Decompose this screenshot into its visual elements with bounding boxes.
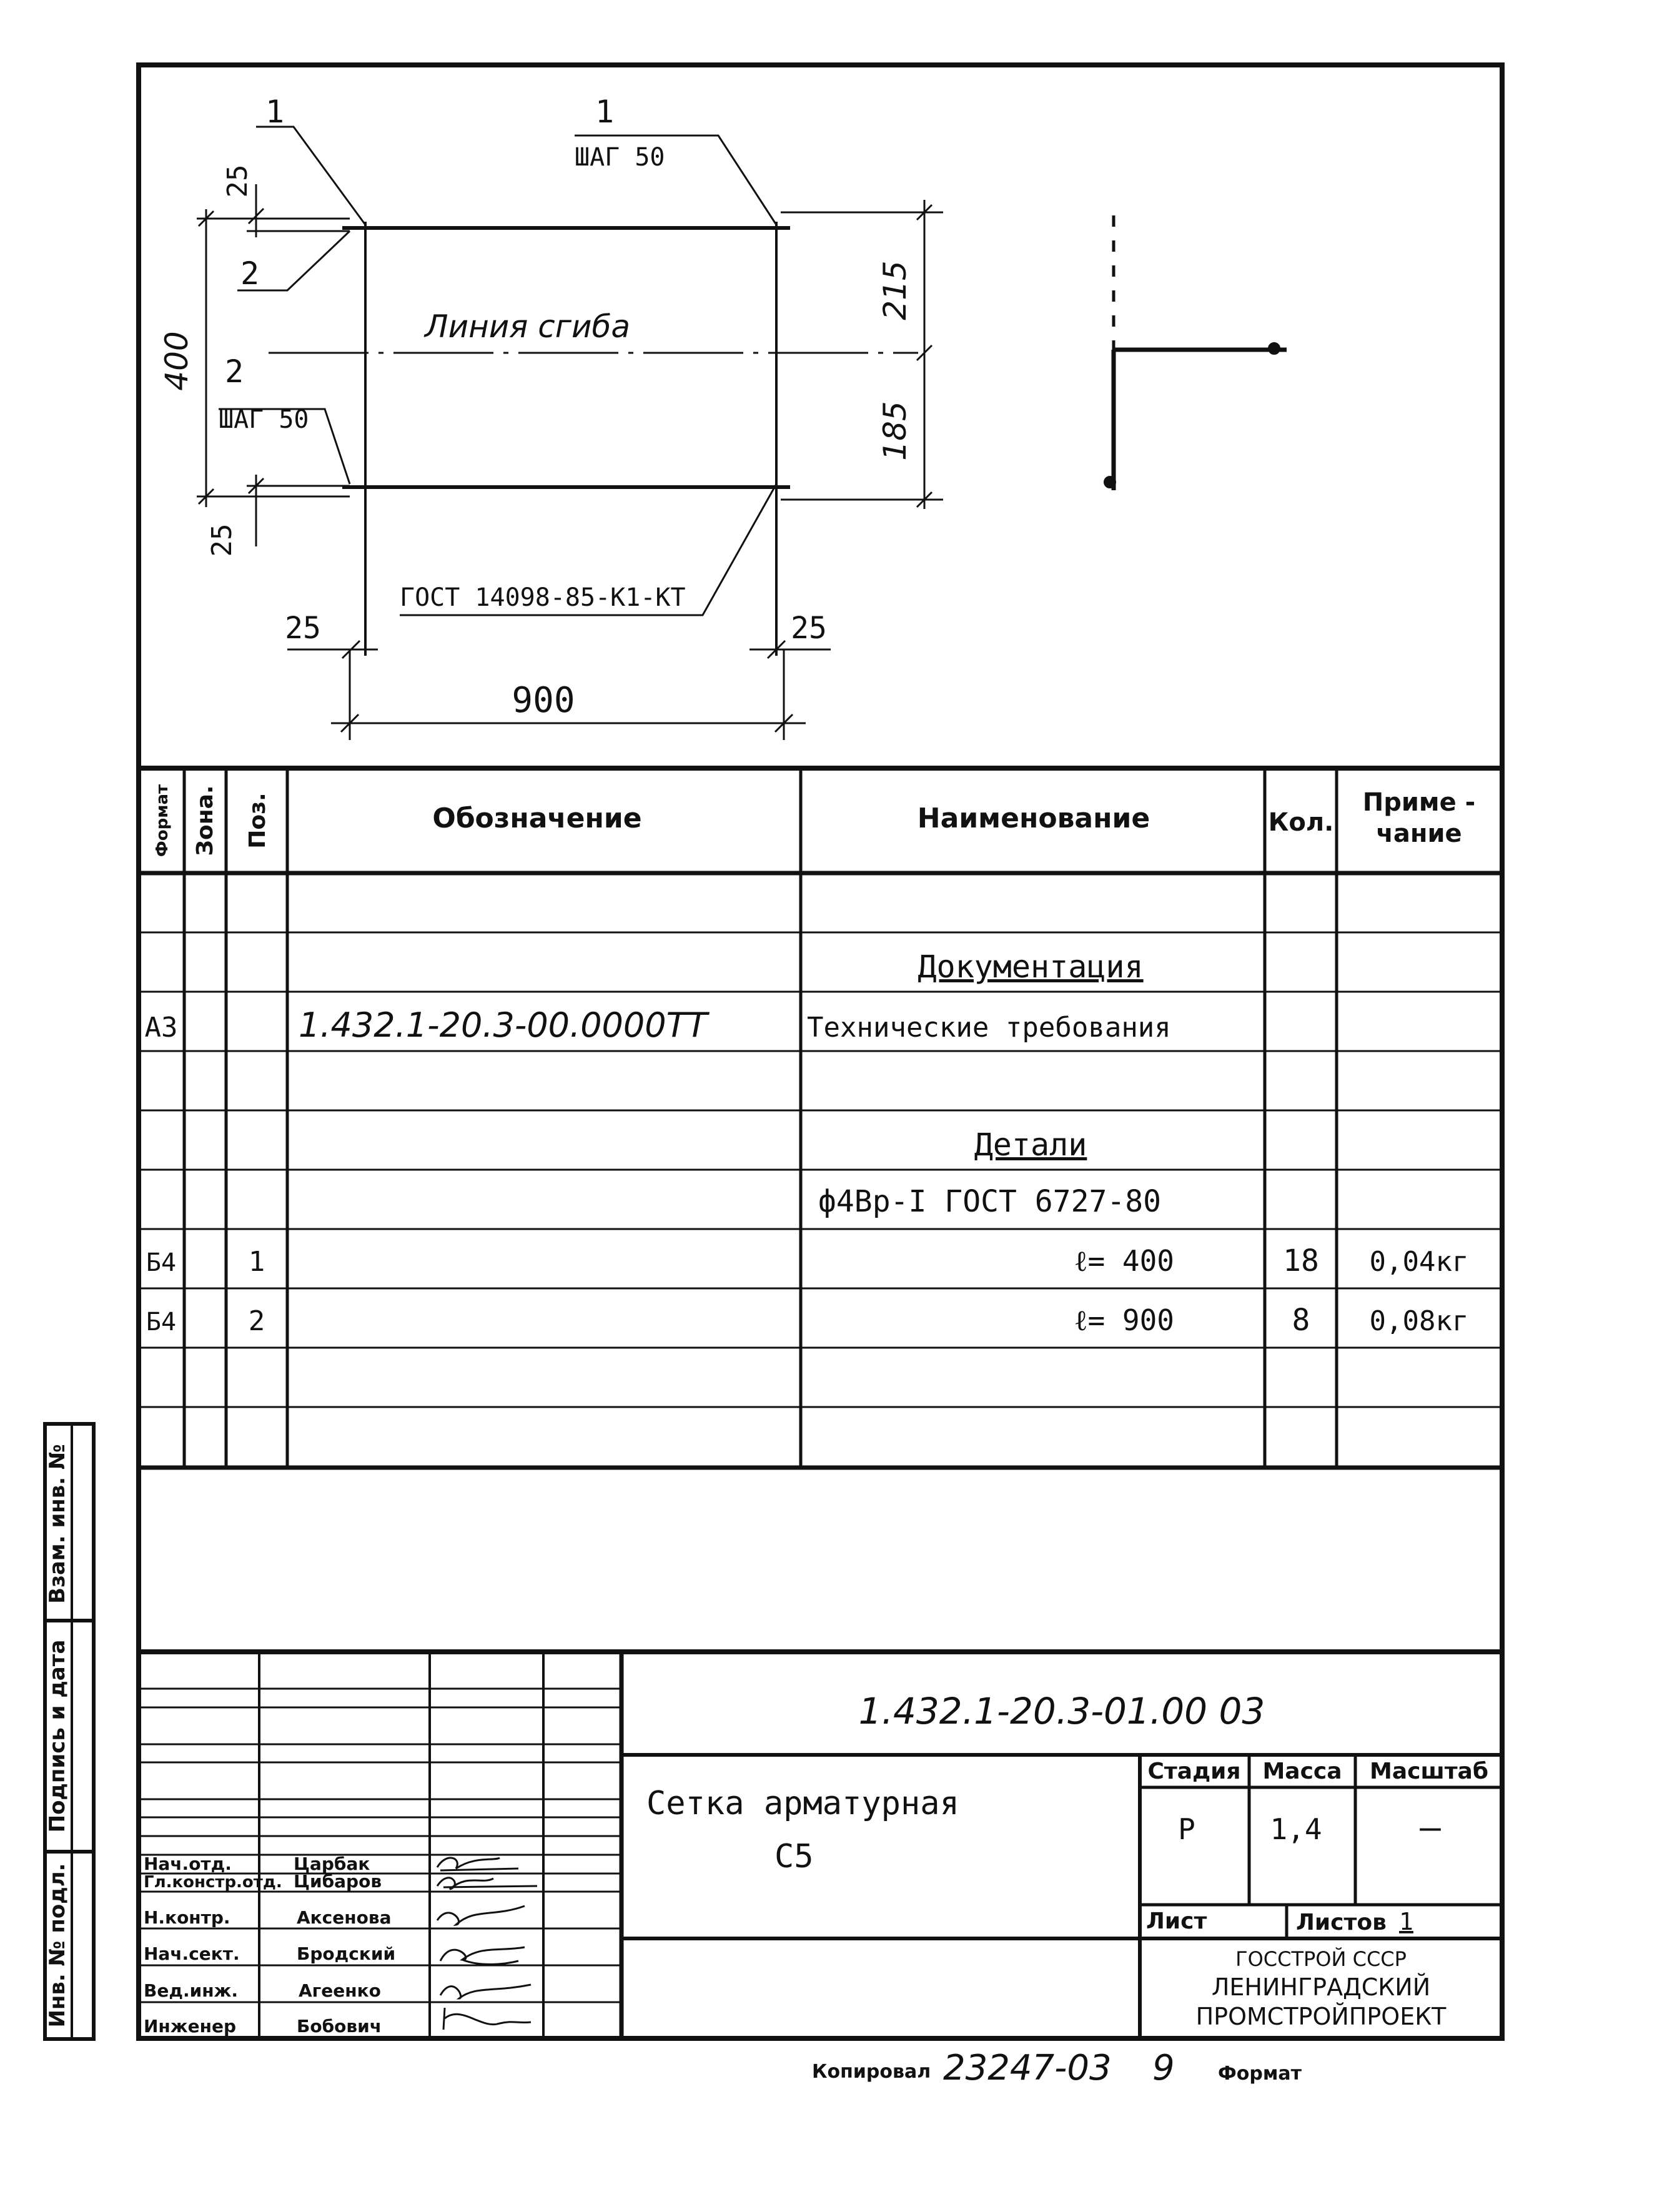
dim-length: 900 — [512, 680, 575, 721]
spec-row-8-name: ℓ= 900 — [1074, 1303, 1174, 1337]
dim-right-offset: 25 — [791, 611, 827, 646]
side-stamp-labels — [45, 1444, 70, 2027]
pos1-left-label: 1 — [265, 94, 285, 130]
sheets-value: 1 — [1399, 1908, 1413, 1935]
side-inv-label: Инв. № подл. — [45, 1863, 70, 2028]
header-name: Наименование — [917, 802, 1150, 834]
step-top-label: ШАГ 50 — [575, 143, 665, 172]
spec-table-rows — [145, 949, 1469, 1338]
sheet-label: Лист — [1146, 1908, 1207, 1934]
org-line2: ЛЕНИНГРАДСКИЙ — [1211, 1973, 1431, 2001]
dim-bottom-offset: 25 — [206, 523, 238, 557]
spec-row-7-pos: 1 — [248, 1246, 265, 1278]
dim-upper-part: 215 — [877, 260, 913, 320]
leader-pos1-left — [256, 127, 365, 225]
footer-copied-label: Копировал — [812, 2061, 931, 2083]
spec-row-2-name: Документация — [918, 949, 1144, 985]
step-left-label: ШАГ 50 — [219, 405, 309, 434]
spec-row-5-name: Детали — [974, 1127, 1087, 1163]
title-line1: Сетка арматурная — [646, 1785, 959, 1822]
side-vzam-label: Взам. инв. № — [45, 1444, 70, 1604]
footer-format-label: Формат — [1218, 2063, 1302, 2085]
pos2-bottom-label: 2 — [224, 353, 244, 390]
stage-value: Р — [1178, 1812, 1195, 1846]
staff-name-1: Царбак — [294, 1854, 370, 1874]
header-format: Формат — [153, 784, 172, 857]
dim-left-offset: 25 — [285, 611, 321, 646]
dim-lower-part: 185 — [877, 401, 913, 461]
staff-name-6: Бобович — [297, 2016, 382, 2037]
staff-role-5: Вед.инж. — [144, 1980, 239, 2001]
signature-5 — [440, 1985, 531, 1998]
staff-name-3: Аксенова — [297, 1907, 392, 1928]
staff-role-3: Н.контр. — [144, 1907, 230, 1928]
scale-label: Масштаб — [1370, 1759, 1488, 1784]
staff-name-5: Агеенко — [299, 1980, 381, 2001]
title-block-staff — [144, 1854, 395, 2037]
header-zone: Зона. — [192, 785, 218, 856]
spec-row-3-format: А3 — [144, 1012, 178, 1044]
spec-row-3-designation: 1.432.1-20.3-00.0000ТТ — [299, 1005, 708, 1045]
staff-role-1: Нач.отд. — [144, 1854, 232, 1874]
dim-overall-height: 400 — [159, 331, 195, 391]
footer — [812, 2048, 1302, 2088]
stage-label: Стадия — [1147, 1759, 1241, 1784]
spec-row-8-note: 0,08кг — [1369, 1305, 1469, 1337]
bend-line-label: Линия сгиба — [425, 309, 630, 345]
scale-value: — — [1420, 1807, 1441, 1848]
title-block-main — [646, 1690, 1488, 2030]
title-line2: С5 — [774, 1838, 814, 1875]
header-designation: Обозначение — [432, 802, 642, 834]
footer-sheet-no: 9 — [1152, 2048, 1175, 2088]
spec-row-7-qty: 18 — [1283, 1243, 1319, 1278]
signature-3 — [437, 1906, 525, 1925]
spec-row-8-format: Б4 — [146, 1308, 177, 1336]
staff-name-4: Бродский — [297, 1943, 396, 1964]
staff-role-6: Инженер — [144, 2016, 237, 2037]
staff-role-4: Нач.сект. — [144, 1943, 240, 1964]
spec-row-6-name: ф4Вр-I ГОСТ 6727-80 — [818, 1184, 1162, 1219]
staff-name-2: Цибаров — [294, 1871, 382, 1892]
mesh-drawing — [197, 127, 1287, 740]
mass-value: 1,4 — [1270, 1812, 1322, 1846]
staff-role-2: Гл.констр.отд. — [144, 1873, 282, 1892]
header-note-line1: Приме - — [1362, 788, 1476, 817]
dim-top-offset: 25 — [222, 164, 254, 198]
signature-2 — [437, 1878, 537, 1889]
side-podpis-label: Подпись и дата — [45, 1639, 70, 1833]
doc-number: 1.432.1-20.3-01.00 03 — [858, 1690, 1265, 1732]
signature-4 — [440, 1947, 525, 1964]
spec-row-3-name: Технические требования — [807, 1012, 1171, 1044]
sheets-label: Листов — [1296, 1910, 1387, 1935]
spec-row-8-qty: 8 — [1292, 1303, 1310, 1338]
gost-mesh-label: ГОСТ 14098-85-К1-КТ — [400, 583, 686, 612]
pos1-right-label: 1 — [595, 94, 615, 130]
footer-copy-number: 23247-03 — [943, 2048, 1112, 2088]
spec-row-7-name: ℓ= 400 — [1074, 1244, 1174, 1278]
mass-label: Масса — [1262, 1759, 1342, 1784]
spec-table-header — [153, 784, 1475, 857]
spec-row-8-pos: 2 — [248, 1305, 265, 1337]
header-qty: Кол. — [1268, 808, 1334, 837]
signature-6 — [443, 2008, 531, 2030]
header-note-line2: чание — [1376, 819, 1462, 848]
drawing-labels — [159, 94, 913, 721]
header-pos: Поз. — [245, 792, 270, 849]
spec-row-7-format: Б4 — [146, 1248, 177, 1277]
org-line3: ПРОМСТРОЙПРОЕКТ — [1195, 2003, 1447, 2030]
signatures — [437, 1858, 537, 2030]
spec-row-7-note: 0,04кг — [1369, 1246, 1469, 1278]
signature-1 — [437, 1858, 518, 1870]
org-line1: ГОССТРОЙ СССР — [1235, 1947, 1407, 1971]
pos2-top-label: 2 — [240, 255, 260, 292]
